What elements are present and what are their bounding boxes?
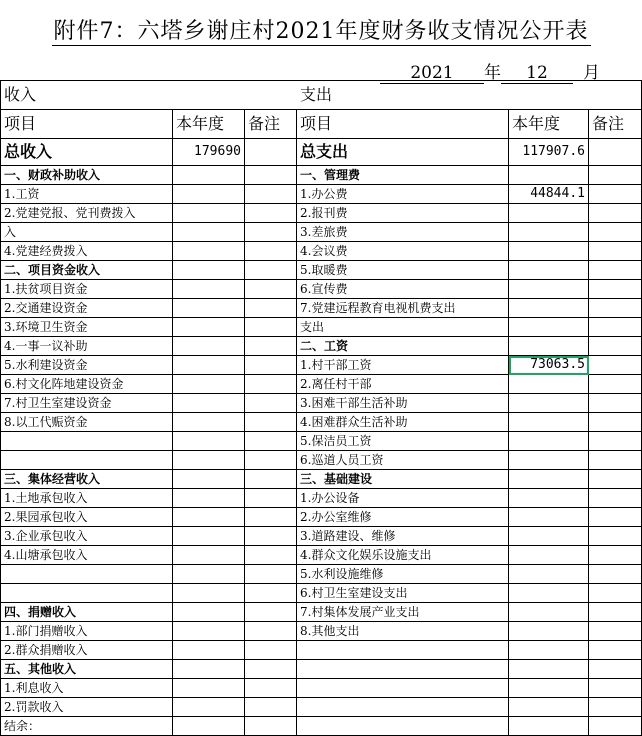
expense-note-cell[interactable] xyxy=(589,337,642,356)
finance-table xyxy=(0,80,642,736)
income-item-cell[interactable]: 2.罚款收入 xyxy=(1,698,173,717)
expense-note-cell[interactable] xyxy=(589,546,642,565)
income-item-cell[interactable]: 2.果园承包收入 xyxy=(1,508,173,527)
income-note-cell[interactable] xyxy=(245,584,297,603)
income-item-cell[interactable]: 3.环境卫生资金 xyxy=(1,318,173,337)
expense-note-cell[interactable] xyxy=(589,242,642,261)
table-row xyxy=(1,204,642,223)
expense-amount-cell[interactable] xyxy=(509,223,589,242)
expense-item-cell[interactable] xyxy=(297,717,509,736)
income-note-cell[interactable] xyxy=(245,489,297,508)
expense-amount-cell[interactable] xyxy=(509,508,589,527)
expense-amount-cell[interactable] xyxy=(509,432,589,451)
expense-item-cell[interactable]: 二、工资 xyxy=(297,337,509,356)
income-note-cell[interactable] xyxy=(245,565,297,584)
expense-item-cell[interactable]: 4.群众文化娱乐设施支出 xyxy=(297,546,509,565)
expense-section-header: 支出 xyxy=(297,81,642,110)
total-expense-note[interactable] xyxy=(589,139,642,166)
expense-amount-cell[interactable] xyxy=(509,603,589,622)
expense-note-cell[interactable] xyxy=(589,299,642,318)
expense-note-cell[interactable] xyxy=(589,451,642,470)
table-row xyxy=(1,603,642,622)
expense-amount-cell[interactable] xyxy=(509,660,589,679)
table-row xyxy=(1,223,642,242)
income-note-cell[interactable] xyxy=(245,375,297,394)
year-cell[interactable]: 2021 xyxy=(380,63,484,84)
income-item-cell[interactable]: 4.一事一议补助 xyxy=(1,337,173,356)
expense-amount-cell[interactable] xyxy=(509,679,589,698)
income-amount-cell[interactable] xyxy=(173,527,245,546)
income-col-item: 项目 xyxy=(1,110,173,139)
income-amount-cell[interactable] xyxy=(173,603,245,622)
table-row xyxy=(1,413,642,432)
expense-note-cell[interactable] xyxy=(589,356,642,375)
income-item-cell[interactable] xyxy=(1,451,173,470)
income-note-cell[interactable] xyxy=(245,546,297,565)
income-amount-cell[interactable] xyxy=(173,223,245,242)
table-row xyxy=(1,698,642,717)
expense-item-cell[interactable]: 3.道路建设、维修 xyxy=(297,527,509,546)
expense-note-cell[interactable] xyxy=(589,489,642,508)
income-amount-cell[interactable] xyxy=(173,508,245,527)
expense-note-cell[interactable] xyxy=(589,375,642,394)
income-note-cell[interactable] xyxy=(245,261,297,280)
income-note-cell[interactable] xyxy=(245,527,297,546)
table-row xyxy=(1,337,642,356)
expense-item-cell[interactable]: 5.水利设施维修 xyxy=(297,565,509,584)
expense-item-cell[interactable]: 2.办公室维修 xyxy=(297,508,509,527)
table-row xyxy=(1,470,642,489)
income-item-cell[interactable]: 二、项目资金收入 xyxy=(1,261,173,280)
expense-note-cell[interactable] xyxy=(589,166,642,185)
expense-amount-cell[interactable] xyxy=(509,584,589,603)
expense-item-cell[interactable]: 支出 xyxy=(297,318,509,337)
income-amount-cell[interactable] xyxy=(173,584,245,603)
income-note-cell[interactable] xyxy=(245,603,297,622)
table-row xyxy=(1,660,642,679)
expense-col-item: 项目 xyxy=(297,110,509,139)
income-amount-cell[interactable] xyxy=(173,717,245,736)
expense-amount-cell[interactable] xyxy=(509,717,589,736)
table-row xyxy=(1,242,642,261)
expense-amount-cell[interactable] xyxy=(509,565,589,584)
expense-item-cell[interactable]: 7.村集体发展产业支出 xyxy=(297,603,509,622)
income-amount-cell[interactable] xyxy=(173,489,245,508)
total-income-value[interactable]: 179690 xyxy=(173,139,245,166)
income-note-cell[interactable] xyxy=(245,508,297,527)
table-row xyxy=(1,565,642,584)
table-row xyxy=(1,527,642,546)
expense-amount-cell[interactable] xyxy=(509,546,589,565)
expense-note-cell[interactable] xyxy=(589,660,642,679)
income-item-cell[interactable] xyxy=(1,432,173,451)
expense-item-cell[interactable]: 三、基础建设 xyxy=(297,470,509,489)
income-item-cell[interactable]: 1.工资 xyxy=(1,185,173,204)
expense-item-cell[interactable]: 8.其他支出 xyxy=(297,622,509,641)
month-suffix: 月 xyxy=(583,63,600,83)
income-note-cell[interactable] xyxy=(245,413,297,432)
expense-note-cell[interactable] xyxy=(589,223,642,242)
income-amount-cell[interactable] xyxy=(173,546,245,565)
table-row xyxy=(1,394,642,413)
expense-col-amount: 本年度 xyxy=(509,110,589,139)
income-note-cell[interactable] xyxy=(245,698,297,717)
income-note-cell[interactable] xyxy=(245,242,297,261)
expense-item-cell[interactable]: 2.离任村干部 xyxy=(297,375,509,394)
income-item-cell[interactable]: 结余： xyxy=(1,717,173,736)
expense-amount-cell[interactable] xyxy=(509,698,589,717)
expense-note-cell[interactable] xyxy=(589,508,642,527)
expense-amount-cell[interactable] xyxy=(509,489,589,508)
expense-note-cell[interactable] xyxy=(589,565,642,584)
income-note-cell[interactable] xyxy=(245,622,297,641)
expense-item-cell[interactable]: 5.取暖费 xyxy=(297,261,509,280)
income-note-cell[interactable] xyxy=(245,299,297,318)
total-expense-value[interactable]: 117907.6 xyxy=(509,139,589,166)
income-amount-cell[interactable] xyxy=(173,413,245,432)
expense-item-cell[interactable]: 1.办公费 xyxy=(297,185,509,204)
expense-amount-cell[interactable] xyxy=(509,641,589,660)
income-amount-cell[interactable] xyxy=(173,432,245,451)
table-row xyxy=(1,508,642,527)
expense-amount-cell[interactable]: 73063.5 xyxy=(509,356,589,375)
expense-amount-cell[interactable] xyxy=(509,413,589,432)
expense-note-cell[interactable] xyxy=(589,641,642,660)
expense-amount-cell[interactable] xyxy=(509,375,589,394)
table-row xyxy=(1,375,642,394)
income-note-cell[interactable] xyxy=(245,166,297,185)
income-note-cell[interactable] xyxy=(245,432,297,451)
income-item-cell[interactable]: 2.交通建设资金 xyxy=(1,299,173,318)
expense-amount-cell[interactable] xyxy=(509,204,589,223)
income-item-cell[interactable]: 入 xyxy=(1,223,173,242)
expense-item-cell[interactable] xyxy=(297,679,509,698)
income-item-cell[interactable]: 5.水利建设资金 xyxy=(1,356,173,375)
table-row xyxy=(1,261,642,280)
table-row xyxy=(1,546,642,565)
expense-note-cell[interactable] xyxy=(589,470,642,489)
income-item-cell[interactable]: 4.党建经费拨入 xyxy=(1,242,173,261)
income-item-cell[interactable]: 1.利息收入 xyxy=(1,679,173,698)
expense-amount-cell[interactable] xyxy=(509,166,589,185)
page-title: 附件7：六塔乡谢庄村2021年度财务收支情况公开表 xyxy=(53,19,589,44)
expense-item-cell[interactable]: 6.巡道人员工资 xyxy=(297,451,509,470)
income-item-cell[interactable]: 1.扶贫项目资金 xyxy=(1,280,173,299)
income-note-cell[interactable] xyxy=(245,318,297,337)
table-row xyxy=(1,432,642,451)
income-amount-cell[interactable] xyxy=(173,299,245,318)
income-item-cell[interactable]: 2.群众捐赠收入 xyxy=(1,641,173,660)
income-amount-cell[interactable] xyxy=(173,679,245,698)
expense-note-cell[interactable] xyxy=(589,717,642,736)
expense-note-cell[interactable] xyxy=(589,413,642,432)
income-note-cell[interactable] xyxy=(245,204,297,223)
income-note-cell[interactable] xyxy=(245,641,297,660)
income-item-cell[interactable] xyxy=(1,565,173,584)
income-item-cell[interactable]: 2.党建党报、党刊费拨入 xyxy=(1,204,173,223)
income-note-cell[interactable] xyxy=(245,337,297,356)
expense-note-cell[interactable] xyxy=(589,622,642,641)
expense-amount-cell[interactable] xyxy=(509,261,589,280)
table-row xyxy=(1,622,642,641)
income-section-header: 收入 xyxy=(1,81,297,110)
income-item-cell[interactable]: 3.企业承包收入 xyxy=(1,527,173,546)
expense-note-cell[interactable] xyxy=(589,280,642,299)
expense-col-note: 备注 xyxy=(589,110,642,139)
income-note-cell[interactable] xyxy=(245,717,297,736)
income-item-cell[interactable]: 四、捐赠收入 xyxy=(1,603,173,622)
expense-note-cell[interactable] xyxy=(589,185,642,204)
income-amount-cell[interactable] xyxy=(173,204,245,223)
income-amount-cell[interactable] xyxy=(173,356,245,375)
expense-item-cell[interactable]: 4.困难群众生活补助 xyxy=(297,413,509,432)
income-item-cell[interactable]: 6.村文化阵地建设资金 xyxy=(1,375,173,394)
income-amount-cell[interactable] xyxy=(173,280,245,299)
expense-note-cell[interactable] xyxy=(589,603,642,622)
table-row xyxy=(1,185,642,204)
total-income-note[interactable] xyxy=(245,139,297,166)
income-note-cell[interactable] xyxy=(245,470,297,489)
income-item-cell[interactable]: 4.山塘承包收入 xyxy=(1,546,173,565)
expense-item-cell[interactable]: 3.困难干部生活补助 xyxy=(297,394,509,413)
expense-note-cell[interactable] xyxy=(589,698,642,717)
expense-item-cell[interactable] xyxy=(297,660,509,679)
expense-item-cell[interactable]: 一、管理费 xyxy=(297,166,509,185)
income-amount-cell[interactable] xyxy=(173,470,245,489)
expense-amount-cell[interactable] xyxy=(509,318,589,337)
expense-item-cell[interactable]: 4.会议费 xyxy=(297,242,509,261)
table-row xyxy=(1,679,642,698)
expense-item-cell[interactable]: 6.宣传费 xyxy=(297,280,509,299)
expense-amount-cell[interactable] xyxy=(509,451,589,470)
income-note-cell[interactable] xyxy=(245,679,297,698)
table-row xyxy=(1,641,642,660)
income-item-cell[interactable]: 7.村卫生室建设资金 xyxy=(1,394,173,413)
expense-note-cell[interactable] xyxy=(589,261,642,280)
income-item-cell[interactable]: 五、其他收入 xyxy=(1,660,173,679)
total-expense-label[interactable]: 总支出 xyxy=(297,139,509,166)
income-amount-cell[interactable] xyxy=(173,394,245,413)
expense-amount-cell[interactable] xyxy=(509,394,589,413)
income-item-cell[interactable]: 一、财政补助收入 xyxy=(1,166,173,185)
income-note-cell[interactable] xyxy=(245,223,297,242)
income-amount-cell[interactable] xyxy=(173,565,245,584)
income-amount-cell[interactable] xyxy=(173,698,245,717)
expense-amount-cell[interactable]: 44844.1 xyxy=(509,185,589,204)
year-suffix: 年 xyxy=(484,63,501,83)
expense-amount-cell[interactable] xyxy=(509,470,589,489)
income-amount-cell[interactable] xyxy=(173,660,245,679)
income-item-cell[interactable]: 1.部门捐赠收入 xyxy=(1,622,173,641)
total-income-label[interactable]: 总收入 xyxy=(1,139,173,166)
expense-item-cell[interactable]: 1.村干部工资 xyxy=(297,356,509,375)
expense-item-cell[interactable]: 3.差旅费 xyxy=(297,223,509,242)
income-amount-cell[interactable] xyxy=(173,166,245,185)
table-row xyxy=(1,166,642,185)
expense-item-cell[interactable]: 7.党建远程教育电视机费支出 xyxy=(297,299,509,318)
expense-item-cell[interactable]: 5.保洁员工资 xyxy=(297,432,509,451)
income-amount-cell[interactable] xyxy=(173,337,245,356)
table-row xyxy=(1,318,642,337)
income-amount-cell[interactable] xyxy=(173,641,245,660)
income-amount-cell[interactable] xyxy=(173,375,245,394)
expense-amount-cell[interactable] xyxy=(509,337,589,356)
table-row xyxy=(1,584,642,603)
income-amount-cell[interactable] xyxy=(173,318,245,337)
table-row xyxy=(1,451,642,470)
income-note-cell[interactable] xyxy=(245,394,297,413)
expense-item-cell[interactable]: 1.办公设备 xyxy=(297,489,509,508)
income-amount-cell[interactable] xyxy=(173,261,245,280)
expense-note-cell[interactable] xyxy=(589,204,642,223)
income-amount-cell[interactable] xyxy=(173,622,245,641)
expense-note-cell[interactable] xyxy=(589,679,642,698)
income-item-cell[interactable] xyxy=(1,584,173,603)
table-row xyxy=(1,717,642,736)
income-col-note: 备注 xyxy=(245,110,297,139)
income-note-cell[interactable] xyxy=(245,660,297,679)
expense-item-cell[interactable]: 2.报刊费 xyxy=(297,204,509,223)
table-row xyxy=(1,489,642,508)
expense-amount-cell[interactable] xyxy=(509,242,589,261)
expense-amount-cell[interactable] xyxy=(509,280,589,299)
month-cell[interactable]: 12 xyxy=(501,63,573,84)
expense-amount-cell[interactable] xyxy=(509,299,589,318)
income-col-amount: 本年度 xyxy=(173,110,245,139)
expense-item-cell[interactable] xyxy=(297,698,509,717)
table-row xyxy=(1,280,642,299)
income-item-cell[interactable]: 三、集体经营收入 xyxy=(1,470,173,489)
expense-item-cell[interactable] xyxy=(297,641,509,660)
income-note-cell[interactable] xyxy=(245,451,297,470)
expense-note-cell[interactable] xyxy=(589,394,642,413)
income-note-cell[interactable] xyxy=(245,280,297,299)
income-note-cell[interactable] xyxy=(245,185,297,204)
income-amount-cell[interactable] xyxy=(173,185,245,204)
income-amount-cell[interactable] xyxy=(173,242,245,261)
expense-note-cell[interactable] xyxy=(589,527,642,546)
expense-item-cell[interactable]: 6.村卫生室建设支出 xyxy=(297,584,509,603)
table-row xyxy=(1,356,642,375)
table-row xyxy=(1,299,642,318)
expense-amount-cell[interactable] xyxy=(509,622,589,641)
expense-note-cell[interactable] xyxy=(589,432,642,451)
income-item-cell[interactable]: 8.以工代赈资金 xyxy=(1,413,173,432)
income-amount-cell[interactable] xyxy=(173,451,245,470)
expense-note-cell[interactable] xyxy=(589,584,642,603)
expense-note-cell[interactable] xyxy=(589,318,642,337)
income-note-cell[interactable] xyxy=(245,356,297,375)
income-item-cell[interactable]: 1.土地承包收入 xyxy=(1,489,173,508)
expense-amount-cell[interactable] xyxy=(509,527,589,546)
